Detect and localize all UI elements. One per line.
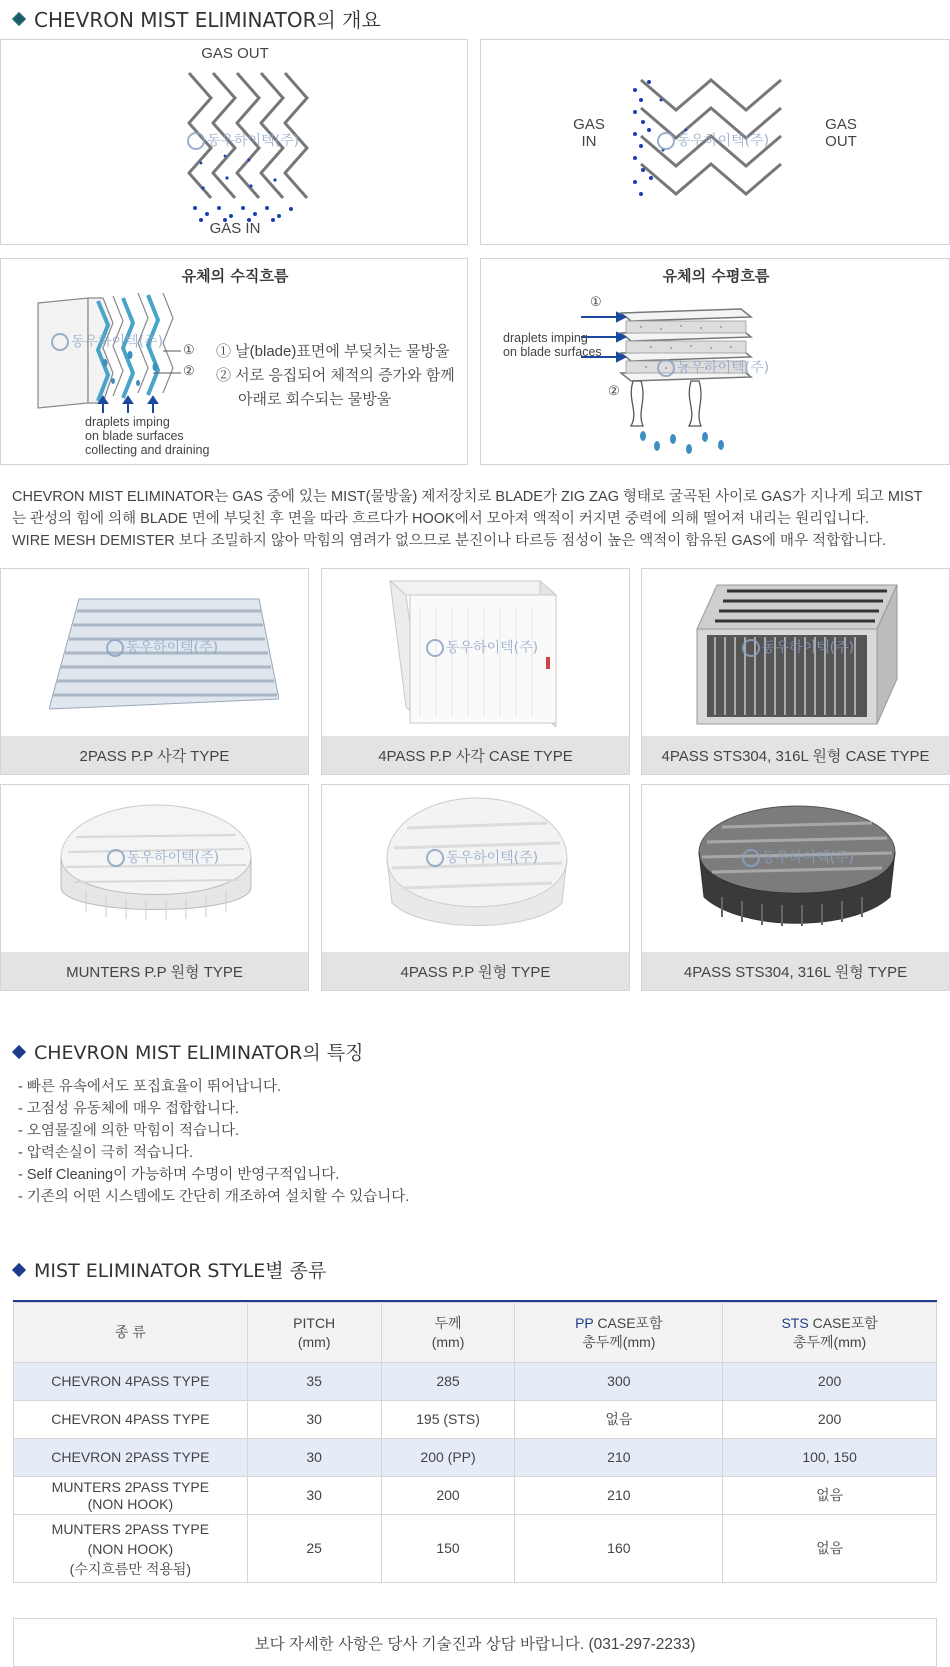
list-item: - 압력손실이 극히 적습니다. [18,1145,194,1161]
table-row: MUNTERS 2PASS TYPE (NON HOOK) (수지흐름만 적용됨) 25 150 160 없음 [14,1515,937,1583]
watermark: 동우하이텍(주) [51,331,163,351]
product-image-4pass-pp-round [382,793,572,943]
styles-title: MIST ELIMINATOR STYLE별 종류 [14,1256,326,1283]
company-logo-icon [107,849,125,867]
diagram-caption: draplets imping on blade surfaces [503,331,602,359]
list-item: - Self Cleaning이 가능하며 수명이 반영구적입니다. [18,1167,340,1183]
diagram-horizontal-flow [480,39,950,245]
diagram-notes: ① 날(blade)표면에 부딪치는 물방울 ② 서로 응집되어 체적의 증가와 함께 아래로 회수되는 물방울 [216,343,455,408]
diagram-title: 유체의 수직흐름 [181,267,289,285]
intro-paragraph: CHEVRON MIST ELIMINATOR는 GAS 중에 있는 MIST(물방울) 제저장치로 BLADE가 ZIG ZAG 형태로 굴곡된 사이로 GAS가 지나게 되고 MIST 는 관성의 힘에 의해 BLADE 면에 부딪친 후 면을 따라 흐르다가 HOOK에서 모아져 액적이 커지면 중력에 의해 떨어져 내리는 원리입니다. WIRE MESH DEMISTER 보다 조밀하지 않아 막힘의 염려가 없으므로 분진이나 타르등 점성이 높은 액적이 함유된 GAS에 매우 적합합니다. [12,489,923,549]
callout-2: ② [183,363,195,378]
product-caption: 2PASS P.P 사각 TYPE [1,736,308,774]
watermark: 동우하이텍(주) [426,847,538,867]
company-logo-icon [106,639,124,657]
product-caption: 4PASS STS304, 316L 원형 CASE TYPE [642,736,949,774]
diamond-icon [12,1262,26,1276]
features-title: CHEVRON MIST ELIMINATOR의 특징 [14,1038,363,1065]
product-image-munters-pp [56,797,256,937]
styles-table [13,1302,937,1583]
overview-title: CHEVRON MIST ELIMINATOR의 개요 [14,4,381,33]
header-kind: 종 류 [14,1303,248,1363]
diagram-vertical-flow [0,39,468,245]
diagram-title: 유체의 수평흐름 [662,267,770,285]
gas-out-label: GAS OUT [201,45,269,62]
product-card [641,568,950,775]
callout-1: ① [183,342,195,357]
table-row: CHEVRON 4PASS TYPE 35 285 300 200 [14,1363,937,1401]
product-card [0,784,309,991]
table-row: MUNTERS 2PASS TYPE (NON HOOK) 30 200 210 없음 [14,1477,937,1515]
watermark: 동우하이텍(주) [657,130,769,150]
company-logo-icon [51,333,69,351]
diagram-vertical-fluid [0,258,468,465]
product-caption: 4PASS P.P 사각 CASE TYPE [322,736,629,774]
blade-vertical-drawing [33,293,183,413]
company-logo-icon [657,359,675,377]
diamond-icon [12,11,26,25]
watermark: 동우하이텍(주) [106,637,218,657]
table-row: CHEVRON 4PASS TYPE 30 195 (STS) 없음 200 [14,1401,937,1439]
company-logo-icon [187,132,205,150]
company-logo-icon [426,849,444,867]
diamond-icon [12,1044,26,1058]
product-caption: 4PASS STS304, 316L 원형 TYPE [642,952,949,990]
gas-in-label-left: GAS IN [573,116,605,150]
diagram-caption: draplets imping on blade surfaces collecting and draining [85,415,210,457]
list-item: - 빠른 유속에서도 포집효율이 뛰어납니다. [18,1079,282,1095]
product-card [321,568,630,775]
product-image-4pass-sts-round [692,797,902,942]
company-logo-icon [657,132,675,150]
gas-in-label: GAS IN [209,220,261,237]
list-item: - 오염물질에 의한 막힘이 적습니다. [18,1123,240,1139]
table-header-row [14,1303,937,1363]
callout-1: ① [590,294,602,309]
table-row: CHEVRON 2PASS TYPE 30 200 (PP) 210 100, 150 [14,1439,937,1477]
header-sts-total: STS CASE포함 총두께(mm) [723,1303,937,1363]
product-card [321,784,630,991]
product-caption: MUNTERS P.P 원형 TYPE [1,952,308,990]
watermark: 동우하이텍(주) [657,357,769,377]
watermark: 동우하이텍(주) [426,637,538,657]
company-logo-icon [426,639,444,657]
company-logo-icon [742,849,760,867]
gas-out-label-right: GAS OUT [825,116,857,150]
contact-note: 보다 자세한 사항은 당사 기술진과 상담 바랍니다. (031-297-2233) [13,1618,937,1667]
features-list [18,1076,409,1208]
company-logo-icon [742,639,760,657]
watermark: 동우하이텍(주) [187,130,299,150]
watermark: 동우하이텍(주) [107,847,219,867]
product-caption: 4PASS P.P 원형 TYPE [322,952,629,990]
diagram-horizontal-fluid [480,258,950,465]
callout-2: ② [608,383,620,398]
watermark: 동우하이텍(주) [742,637,854,657]
watermark: 동우하이텍(주) [742,847,854,867]
list-item: - 기존의 어떤 시스템에도 간단히 개조하여 설치할 수 있습니다. [18,1189,410,1205]
product-card [641,784,950,991]
header-pp-total: PP CASE포함 총두께(mm) [515,1303,723,1363]
list-item: - 고점성 유동체에 매우 접합합니다. [18,1101,240,1117]
product-card [0,568,309,775]
header-thickness: 두께 (mm) [381,1303,515,1363]
header-pitch: PITCH (mm) [247,1303,381,1363]
